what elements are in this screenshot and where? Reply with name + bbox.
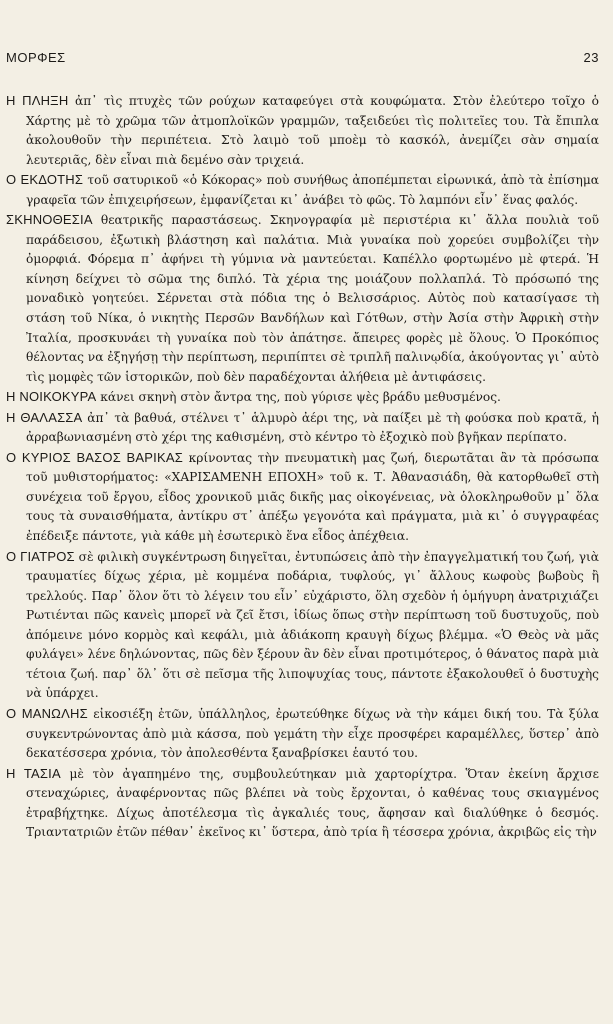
running-title: ΜΟΡΦΕΣ [6,50,66,65]
entry-text: θεατρικῆς παραστάσεως. Σκηνογραφία μὲ περιστέρια κι᾽ ἄλλα πουλιὰ τοῦ παράδεισου, ἐξωτικὴ βλάστηση καὶ παλάτια. Μιὰ γυναίκα ποὺ χορεύει συμβολίζει τὴν ὀμορφιά. Φόρεμα π᾽ ἀφήνει τὴ γύμνια νὰ μαντεύεται. Καπέλλο φορτωμένο μὲ φτερά. Ἡ κίνηση δείχνει τὸ σῶμα της διπλό. Τὰ χέρια της μοιάζουν πολλαπλά. Τὸ πρόσωπό της μοναδικὸ γοητεύει. Σέρνεται στὰ πόδια της ὁ Βελισσάριος. Αὐτὸς ποὺ κατασίγασε τὴ στάση τοῦ Νίκα, ὁ νικητὴς Περσῶν Βανδήλων καὶ Γότθων, στὴν Ἀσία στὴν Ἀφρικὴ στὴν Ἰταλία, προσκυνάει τὴ γυναίκα ποὺ τὸν ἀπάτησε. ἄπειρες φορὲς μὲ ὅλους. Ὁ Προκόπιος θέλοντας να ἐξηγήσῃ τὴν περίπτωση, περιπίπτει σὲ τριπλῆ παλινῳδία, ἀκούγοντας γι᾽ αὐτὸ τὶς μομφὲς τῶν ἱστορικῶν, ποὺ δὲν παραδέχονται ἀλήθεια μὲ ἀντιφάσεις. [26,213,599,384]
entry-housewife [6,387,599,408]
entry-lead: Ο ΜΑΝΩΛΗΣ [6,705,88,721]
entry-lead: Η ΝΟΙΚΟΚΥΡΑ [6,389,97,405]
entry-doctor [6,547,599,704]
entry-lead: Η ΤΑΣΙΑ [6,765,61,781]
entry-sea [6,408,599,448]
entry-manolis [6,704,599,764]
entry-publisher [6,170,599,210]
entry-lead: Ο ΕΚΔΟΤΗΣ [6,172,84,188]
entry-varikas [6,448,599,547]
entry-text: ἀπ᾽ τὰ βαθυά, στέλνει τ᾽ ἁλμυρὸ ἀέρι της, νὰ παίξει μὲ τὴ φούσκα ποὺ κρατᾶ, ἡ ἀρραβωνιασμένη στὸ χέρι της καθισμένη, στὸ κέντρο τὸ ἐξοχικὸ ποὺ βγῆκαν περίπατο. [26,410,599,445]
entry-text: εἰκοσιέξη ἐτῶν, ὑπάλληλος, ἐρωτεύθηκε δίχως νὰ τὴν κάμει δική του. Τὰ ξύλα συγκεντρώνοντας ἀπὸ μιὰ κάσσα, ποὺ γεμάτη τὴν εἶχε προσφέρει καραμέλλες, ὕστερ᾽ ἀπὸ δεκατέσσερα χρόνια, τὸν ἀπολεσθέντα ξαναβρίσκει ἑαυτό του. [26,706,600,761]
running-head [6,50,599,70]
entry-lead: Ο ΚΥΡΙΟΣ ΒΑΣΟΣ ΒΑΡΙΚΑΣ [6,449,183,465]
page-number: 23 [583,50,599,65]
entry-text: σὲ φιλικὴ συγκέντρωση διηγεῖται, ἐντυπώσεις ἀπὸ τὴν ἐπαγγελματική του ζωή, γιὰ τραυματίες δίχως χέρια, μὲ κομμένα ποδάρια, τυφλούς, γι᾽ ἄλλους κωφοὺς βωβοὺς ἢ τρελλούς. Παρ᾽ ὅλον ὅτι τὸ λέγειν του εἶν᾽ εὐχάριστο, ὅλη σχεδὸν ἡ ὁμήγυρη ἀνατριχιάζει Ρωτιένται πῶς κανεὶς μπορεῖ νὰ ζεῖ ἔτσι, ἰδίως ὅπως στὴν περίπτωση τοῦ δυστυχοῦς, ποὺ ἀπόμεινε μόνο κορμὸς καὶ κεφάλι, μιὰ ἀδιάκοπη κραυγὴ δίχως βλέμμα. «Ὁ Θεὸς νὰ μᾶς φυλάγει» λένε δηλώνοντας, πῶς δὲν ξέρουν ἂν δὲν εἶναι προτιμότερος, ὁ θάνατος παρὰ μιὰ τέτοια ζωή. παρ᾽ ὅλ᾽ ὅτι σὲ πεῖσμα τῆς λιποψυχίας τους, πάντοτε ἐξακολουθεῖ ὁ δυστυχὴς νὰ ὑπάρχει. [26,549,600,701]
body-text [6,91,599,843]
entry-lead: Η ΘΑΛΑΣΣΑ [6,409,83,425]
entry-boredom [6,91,599,170]
entry-text: μὲ τὸν ἀγαπημένο της, συμβουλεύτηκαν μιὰ χαρτορίχτρα. Ὅταν ἐκείνη ἄρχισε στεναχώριες, ἀναφέρνοντας πῶς βλέπει νὰ τοὺς ἔρχονται, ὁ καθένας τους σκιαγμένος ἐτραβήχτηκε. Δίχως ἀποτέλεσμα τὶς ἀγκαλιές τους, ἄφησαν καὶ διαλύθηκε ὁ δεσμός. Τριαντατριῶν ἐτῶν πέθαν᾽ ἐκεῖνος κι᾽ ὕστερα, ἀπὸ τρία ἢ τέσσερα χρόνια, ἀκριβῶς εἰς τὴν [26,766,600,840]
entry-text: κάνει σκηνὴ στὸν ἄντρα της, ποὺ γύρισε ψὲς βράδυ μεθυσμένος. [100,390,501,405]
entry-lead: ΣΚΗΝΟΘΕΣΙΑ [6,212,93,228]
entry-tasia [6,764,599,843]
entry-text: τοῦ σατυρικοῦ «ὁ Κόκορας» ποὺ συνήθως ἀποπέμπεται εἰρωνικά, ἀπὸ τὰ ἐπίσημα γραφεῖα τῶν ἐπιχειρήσεων, ἐμφανίζεται κι᾽ ἀνάβει τὸ φῶς. Τὸ λαμπόνι εἶν᾽ ἕνας φαλός. [26,173,599,207]
entry-lead: Η ΠΛΗΞΗ [6,93,69,108]
entry-text: ἀπ᾽ τὶς πτυχὲς τῶν ρούχων καταφεύγει στὰ κουφώματα. Στὸν ἐλεύτερο τοῖχο ὁ Χάρτης μὲ τὸ χρῶμα τῶν ἀτμοπλοϊκῶν γραμμῶν, ταξειδεύει τὶς πολιτεῖες του. Τὰ ἔπιπλα ἀκολουθοῦν τὴν περιπέτεια. Στὸ λαιμὸ τοῦ μποὲμ τὸ κασκόλ, ἀνεμίζει σὰν σημαία λευτεριᾶς, δὲν εἶναι πιὰ δεμένο σὰν τριχειά. [26,94,599,167]
entry-staging [6,210,599,387]
entry-text: κρίνοντας τὴν πνευματικὴ μας ζωή, διερωτᾶται ἂν τὰ πρόσωπα τοῦ μυθιστορήματος: «ΧΑΡΙΣΑΜΕΝΗ ΕΠΟΧΗ» τοῦ κ. Τ. Ἀθανασιάδη, θὰ κατορθωθεῖ στὴ συνέχεια τοῦ ἔργου, εἶδος χρονικοῦ μιᾶς δικῆς μας οἰκογένειας, νὰ ὁλοκληρωθοῦν μ᾽ ὅλα τους τὰ συναισθήματα, ἀντίκρυ στ᾽ ἀπέξω γεγονότα καὶ πράγματα, μιὰ κι᾽ ὁ συγγραφέας ἐπέδειξε πάντοτε, γιὰ κάθε μὴ ἐσωτερικὸ ἕνα εἶδος ἀπέχθεια. [26,450,599,544]
entry-lead: Ο ΓΙΑΤΡΟΣ [6,548,75,564]
